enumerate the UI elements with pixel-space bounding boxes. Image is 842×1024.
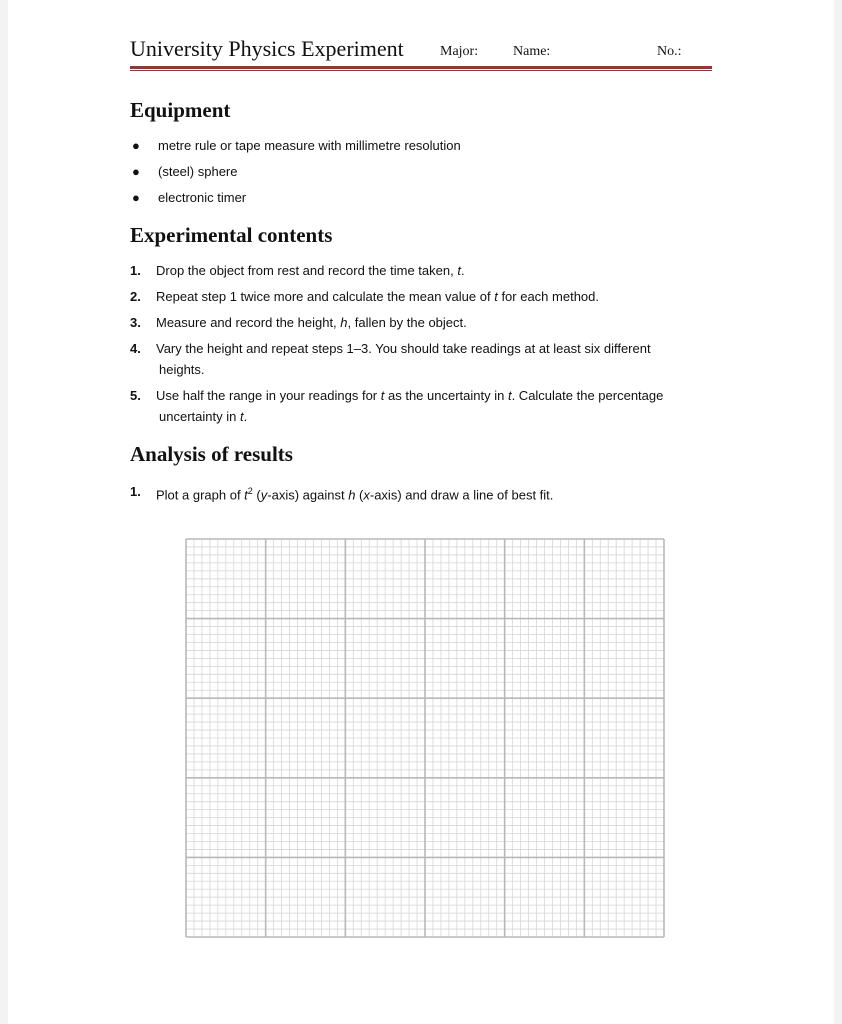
step-number: 1. (130, 263, 141, 278)
graph-paper-grid (185, 538, 665, 938)
document-page (8, 0, 834, 1024)
step-number: 5. (130, 388, 141, 403)
step-text: Plot a graph of $t^2$ (y-axis) against h (x-axis) and draw a line of best fit. (156, 486, 554, 503)
header-rule-thin (130, 70, 712, 71)
contents-step-5 (130, 385, 730, 427)
equipment-item-text: electronic timer (158, 190, 247, 205)
step-number: 2. (130, 289, 141, 304)
equipment-item-text: (steel) sphere (158, 164, 238, 179)
step-number: 1. (130, 484, 141, 499)
analysis-steps-list (130, 481, 730, 510)
equipment-item (130, 190, 730, 216)
page-header (130, 36, 712, 66)
bullet-icon: ● (132, 164, 140, 179)
equipment-item (130, 164, 730, 190)
step-text: Drop the object from rest and record the time taken, t. (156, 263, 465, 278)
step-text: Vary the height and repeat steps 1–3. You should take readings at at least six different heights. (156, 341, 651, 377)
contents-step-1 (130, 260, 730, 281)
major-label: Major: (440, 44, 479, 59)
contents-step-4 (130, 338, 730, 380)
equipment-list (130, 138, 730, 216)
equipment-heading: Equipment (130, 98, 231, 122)
experimental-contents-heading: Experimental contents (130, 223, 333, 247)
analysis-heading: Analysis of results (130, 442, 293, 466)
graph-paper (185, 538, 665, 938)
contents-step-2 (130, 286, 730, 307)
name-label: Name: (513, 44, 551, 59)
step-number: 3. (130, 315, 141, 330)
bullet-icon: ● (132, 138, 140, 153)
step-number: 4. (130, 341, 141, 356)
step-text: Repeat step 1 twice more and calculate the mean value of t for each method. (156, 289, 599, 304)
step-text: Measure and record the height, h, fallen by the object. (156, 315, 467, 330)
equipment-item (130, 138, 730, 164)
document-title: University Physics Experiment (130, 36, 404, 61)
step-text: Use half the range in your readings for t as the uncertainty in t. Calculate the percentage uncertainty in t. (156, 388, 664, 424)
no-label: No.: (657, 44, 682, 59)
header-rule-thick (130, 66, 712, 69)
bullet-icon: ● (132, 190, 140, 205)
experimental-steps-list (130, 260, 730, 432)
equipment-item-text: metre rule or tape measure with millimetre resolution (158, 138, 461, 153)
contents-step-3 (130, 312, 730, 333)
analysis-step-1 (130, 481, 730, 505)
